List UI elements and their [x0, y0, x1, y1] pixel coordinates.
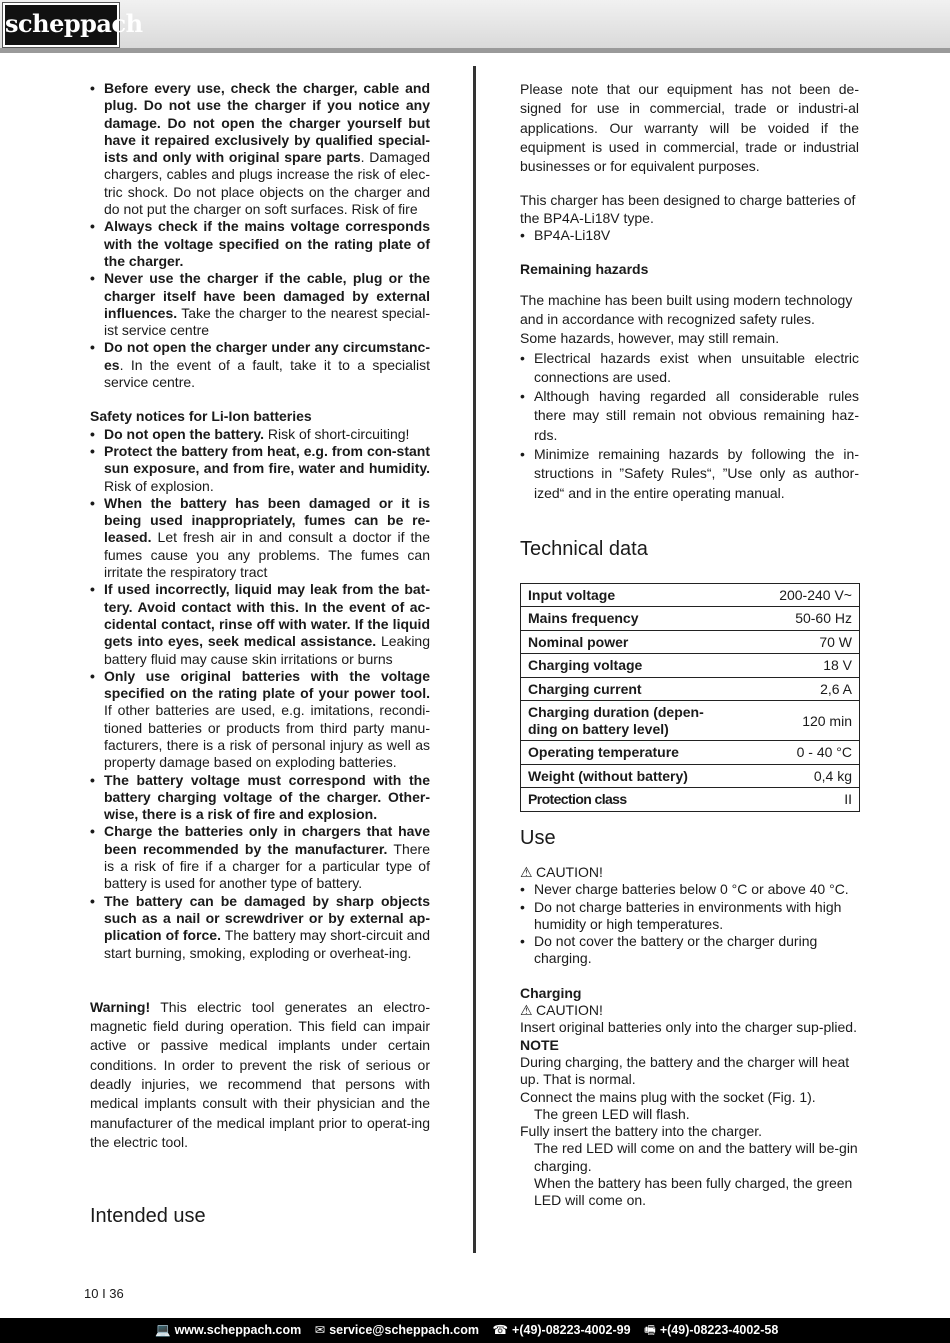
- hazards-list: [520, 349, 859, 503]
- insert-step: Fully insert the battery into the charger.: [520, 1123, 763, 1140]
- charging-caution: ⚠ CAUTION!: [520, 1002, 603, 1019]
- list-item: • Before every use, check the charger, cable and plug. Do not use the charger if you notice any damage. Do not open the charger yourself but have it repaired exclusively by qualified special-ists and only with original spare parts. Damaged chargers, cables and plugs increase the risk of elec-tric shock. Do not place objects on the charger and do not put the charger on soft surfaces. Risk of fire: [90, 80, 430, 218]
- warning-triangle-icon: ⚠: [520, 1002, 533, 1019]
- remaining-hazards-block: [520, 291, 859, 503]
- charging-insert-text: Insert original batteries only into the charger sup-plied.: [520, 1019, 857, 1036]
- list-item: • Although having regarded all considerable rules there may still remain not obvious remaining haz-rds.: [520, 387, 859, 445]
- list-item: • Do not open the charger under any circumstanc-es. In the event of a fault, take it to a specialist service centre.: [90, 339, 430, 391]
- red-led-text: The red LED will come on and the battery will be-gin charging.: [534, 1140, 858, 1174]
- phone-icon: ☎: [492, 1323, 509, 1337]
- charging-heading: Charging: [520, 984, 582, 1001]
- header-rule: [0, 48, 950, 53]
- warning-triangle-icon: ⚠: [520, 863, 533, 880]
- use-list: [520, 881, 859, 967]
- left-column: [90, 80, 430, 1228]
- table-row: Mains frequency 50-60 Hz: [521, 607, 860, 631]
- list-item: • Do not charge batteries in environments with high humidity or high temperatures.: [520, 899, 859, 934]
- scheppach-logo: scheppach: [3, 3, 119, 47]
- list-item: • When the battery has been damaged or it is being used inappropriately, fumes can be re-leased. Let fresh air in and consult a doctor if the fumes cause you any problems. The fumes can irritate the respiratory tract: [90, 495, 430, 581]
- list-item: • Minimize remaining hazards by following the in-structions in ”Safety Rules“, ”Use only as author-ized“ and in the entire operating manual.: [520, 445, 859, 503]
- page-number: 10 I 36: [84, 1286, 124, 1301]
- table-row: Nominal power 70 W: [521, 630, 860, 654]
- computer-icon: 💻: [155, 1323, 171, 1337]
- table-row: Operating temperature 0 - 40 °C: [521, 741, 860, 765]
- list-item: • The battery can be damaged by sharp objects such as a nail or screwdriver or by external ap-plication of force. The battery may short-circuit and start burning, smoking, exploding or overheat-ing.: [90, 893, 430, 962]
- table-row: Weight (without battery) 0,4 kg: [521, 764, 860, 788]
- warning-paragraph: Warning! This electric tool generates an electro-magnetic field during operation. This field can impair active or passive medical implants under certain conditions. In order to prevent the risk of serious or deadly injuries, we recommend that persons with medical implants consult with their physician and the manufacturer of the medical implant prior to operat-ing the electric tool.: [90, 998, 430, 1150]
- technical-data-table: [520, 583, 860, 812]
- list-item: • BP4A-Li18V: [520, 227, 859, 244]
- list-item: • The battery voltage must correspond with the battery charging voltage of the charger. Other-wise, there is a risk of fire and explosion.: [90, 772, 430, 824]
- charging-section: [520, 985, 859, 1210]
- liion-heading: Safety notices for Li-Ion batteries: [90, 408, 312, 425]
- intended-use-heading: Intended use: [90, 1205, 206, 1228]
- battery-type-list: [520, 227, 859, 244]
- table-row: Charging duration (depen-ding on battery level) 120 min: [521, 701, 860, 741]
- column-divider: [473, 66, 476, 1253]
- commercial-use-paragraph: Please note that our equipment has not been de-signed for use in commercial, trade or industri-al applications. Our warranty will be voided if the equipment is used in commercial, trade or industrial businesses or for equivalent purposes.: [520, 81, 859, 175]
- green-led-flash: The green LED will flash.: [534, 1105, 690, 1122]
- hazards-intro: The machine has been built using modern technology and in accordance with recognized safety rules.: [520, 291, 853, 327]
- list-item: • Always check if the mains voltage corresponds with the voltage specified on the rating plate of the charger.: [90, 218, 430, 270]
- list-item: • Electrical hazards exist when unsuitable electric connections are used.: [520, 349, 859, 388]
- designed-for-paragraph: This charger has been designed to charge batteries of the BP4A-Li18V type.: [520, 192, 856, 226]
- list-item: • Only use original batteries with the voltage specified on the rating plate of your power tool. If other batteries are used, e.g. imitations, recondi-tioned batteries or products from third party manu-facturers, there is a risk of personal injury as well as property damage based on exploding batteries.: [90, 668, 430, 772]
- website-link[interactable]: www.scheppach.com: [174, 1323, 302, 1337]
- email-link[interactable]: service@scheppach.com: [329, 1323, 479, 1337]
- table-row: Charging current 2,6 A: [521, 677, 860, 701]
- footer-contact-bar: [0, 1318, 950, 1343]
- fax-icon: 🖷: [644, 1323, 656, 1337]
- use-heading: Use: [520, 826, 556, 849]
- list-item: • If used incorrectly, liquid may leak from the bat-tery. Avoid contact with this. In the event of ac-cidental contact, rinse off with water. If the liquid gets into eyes, seek medical assistance. Leaking battery fluid may cause skin irritations or burns: [90, 581, 430, 667]
- use-caution: ⚠ CAUTION!: [520, 863, 603, 880]
- charger-safety-list: [90, 80, 430, 391]
- email-icon: ✉: [314, 1323, 326, 1337]
- remaining-hazards-heading: Remaining hazards: [520, 261, 649, 278]
- hazards-intro-2: Some hazards, however, may still remain.: [520, 330, 780, 347]
- note-text: During charging, the battery and the charger will heat up. That is normal.: [520, 1053, 850, 1088]
- right-column: [520, 80, 859, 1210]
- list-item: • Do not open the battery. Risk of short-circuiting!: [90, 426, 430, 443]
- table-row: Input voltage 200-240 V~: [521, 583, 860, 607]
- list-item: • Charge the batteries only in chargers that have been recommended by the manufacturer. There is a risk of fire if a charger for a particular type of battery is used for another type of battery.: [90, 823, 430, 892]
- list-item: • Never charge batteries below 0 °C or above 40 °C.: [520, 881, 859, 898]
- technical-data-heading: Technical data: [520, 537, 648, 560]
- fax-number: +(49)-08223-4002-58: [659, 1323, 779, 1337]
- use-section: [520, 864, 859, 968]
- green-led-on: When the battery has been fully charged, the green LED will come on.: [534, 1174, 853, 1209]
- table-row: Charging voltage 18 V: [521, 654, 860, 678]
- phone-number: +(49)-08223-4002-99: [512, 1323, 631, 1337]
- list-item: • Protect the battery from heat, e.g. from con-stant sun exposure, and from fire, water and humidity. Risk of explosion.: [90, 443, 430, 495]
- table-row: Protection class II: [521, 788, 860, 812]
- connect-step: Connect the mains plug with the socket (Fig. 1).: [520, 1088, 816, 1105]
- note-label: NOTE: [520, 1036, 559, 1053]
- list-item: • Do not cover the battery or the charger during charging.: [520, 933, 859, 968]
- liion-safety-list: [90, 426, 430, 962]
- list-item: • Never use the charger if the cable, plug or the charger itself have been damaged by external influences. Take the charger to the nearest special-ist service centre: [90, 270, 430, 339]
